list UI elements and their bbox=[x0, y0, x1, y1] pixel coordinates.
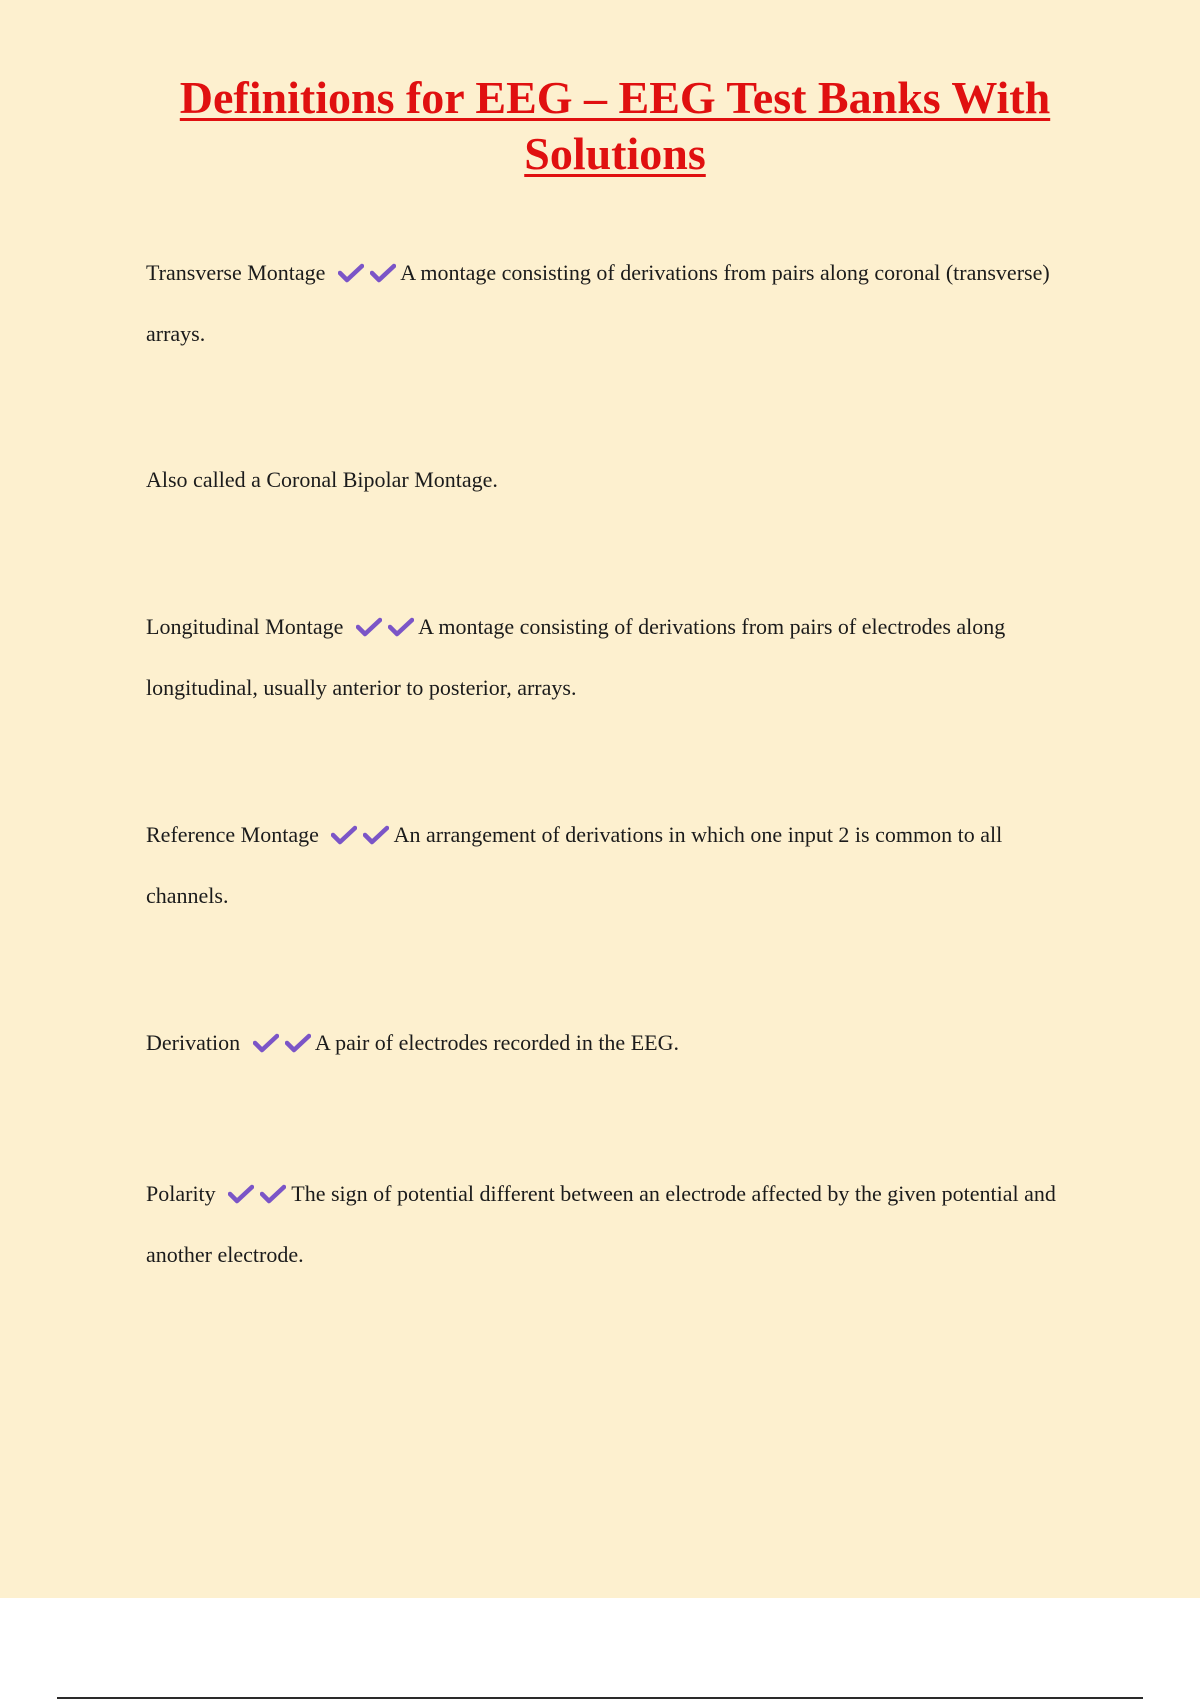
checkmark-icon bbox=[260, 1184, 286, 1204]
checkmark-icon bbox=[228, 1184, 254, 1204]
checkmark-icon bbox=[285, 1033, 311, 1053]
definition-entry-longitudinal-montage bbox=[146, 596, 1086, 718]
definition-note bbox=[146, 449, 1086, 510]
definition: A pair of electrodes recorded in the EEG. bbox=[314, 1030, 679, 1055]
term: Reference Montage bbox=[146, 822, 319, 847]
checkmark-icon bbox=[253, 1033, 279, 1053]
definition: A montage consisting of derivations from pairs along coronal (transverse) arrays. bbox=[146, 260, 1050, 346]
checkmark-icon bbox=[356, 617, 382, 637]
term: Derivation bbox=[146, 1030, 241, 1055]
checkmark-icon bbox=[370, 263, 396, 283]
definition: An arrangement of derivations in which one input 2 is common to all channels. bbox=[146, 822, 1003, 908]
term: Polarity bbox=[146, 1181, 216, 1206]
definition-entry-derivation bbox=[146, 1012, 1086, 1073]
definition-entry-polarity bbox=[146, 1163, 1086, 1285]
note-text: Also called a Coronal Bipolar Montage. bbox=[146, 467, 498, 492]
document-title: Definitions for EEG – EEG Test Banks With Solutions bbox=[179, 72, 1051, 179]
term: Longitudinal Montage bbox=[146, 614, 344, 639]
definition: The sign of potential different between an electrode affected by the given potential and another electrode. bbox=[146, 1181, 1056, 1267]
page-divider bbox=[57, 1697, 1143, 1699]
checkmark-icon bbox=[331, 825, 357, 845]
definition: A montage consisting of derivations from pairs of electrodes along longitudinal, usually anterior to posterior, arrays. bbox=[146, 614, 1006, 700]
term: Transverse Montage bbox=[146, 260, 326, 285]
definition-entry-transverse-montage bbox=[146, 242, 1086, 364]
definition-entry-reference-montage bbox=[146, 804, 1086, 926]
checkmark-icon bbox=[363, 825, 389, 845]
checkmark-icon bbox=[338, 263, 364, 283]
checkmark-icon bbox=[388, 617, 414, 637]
